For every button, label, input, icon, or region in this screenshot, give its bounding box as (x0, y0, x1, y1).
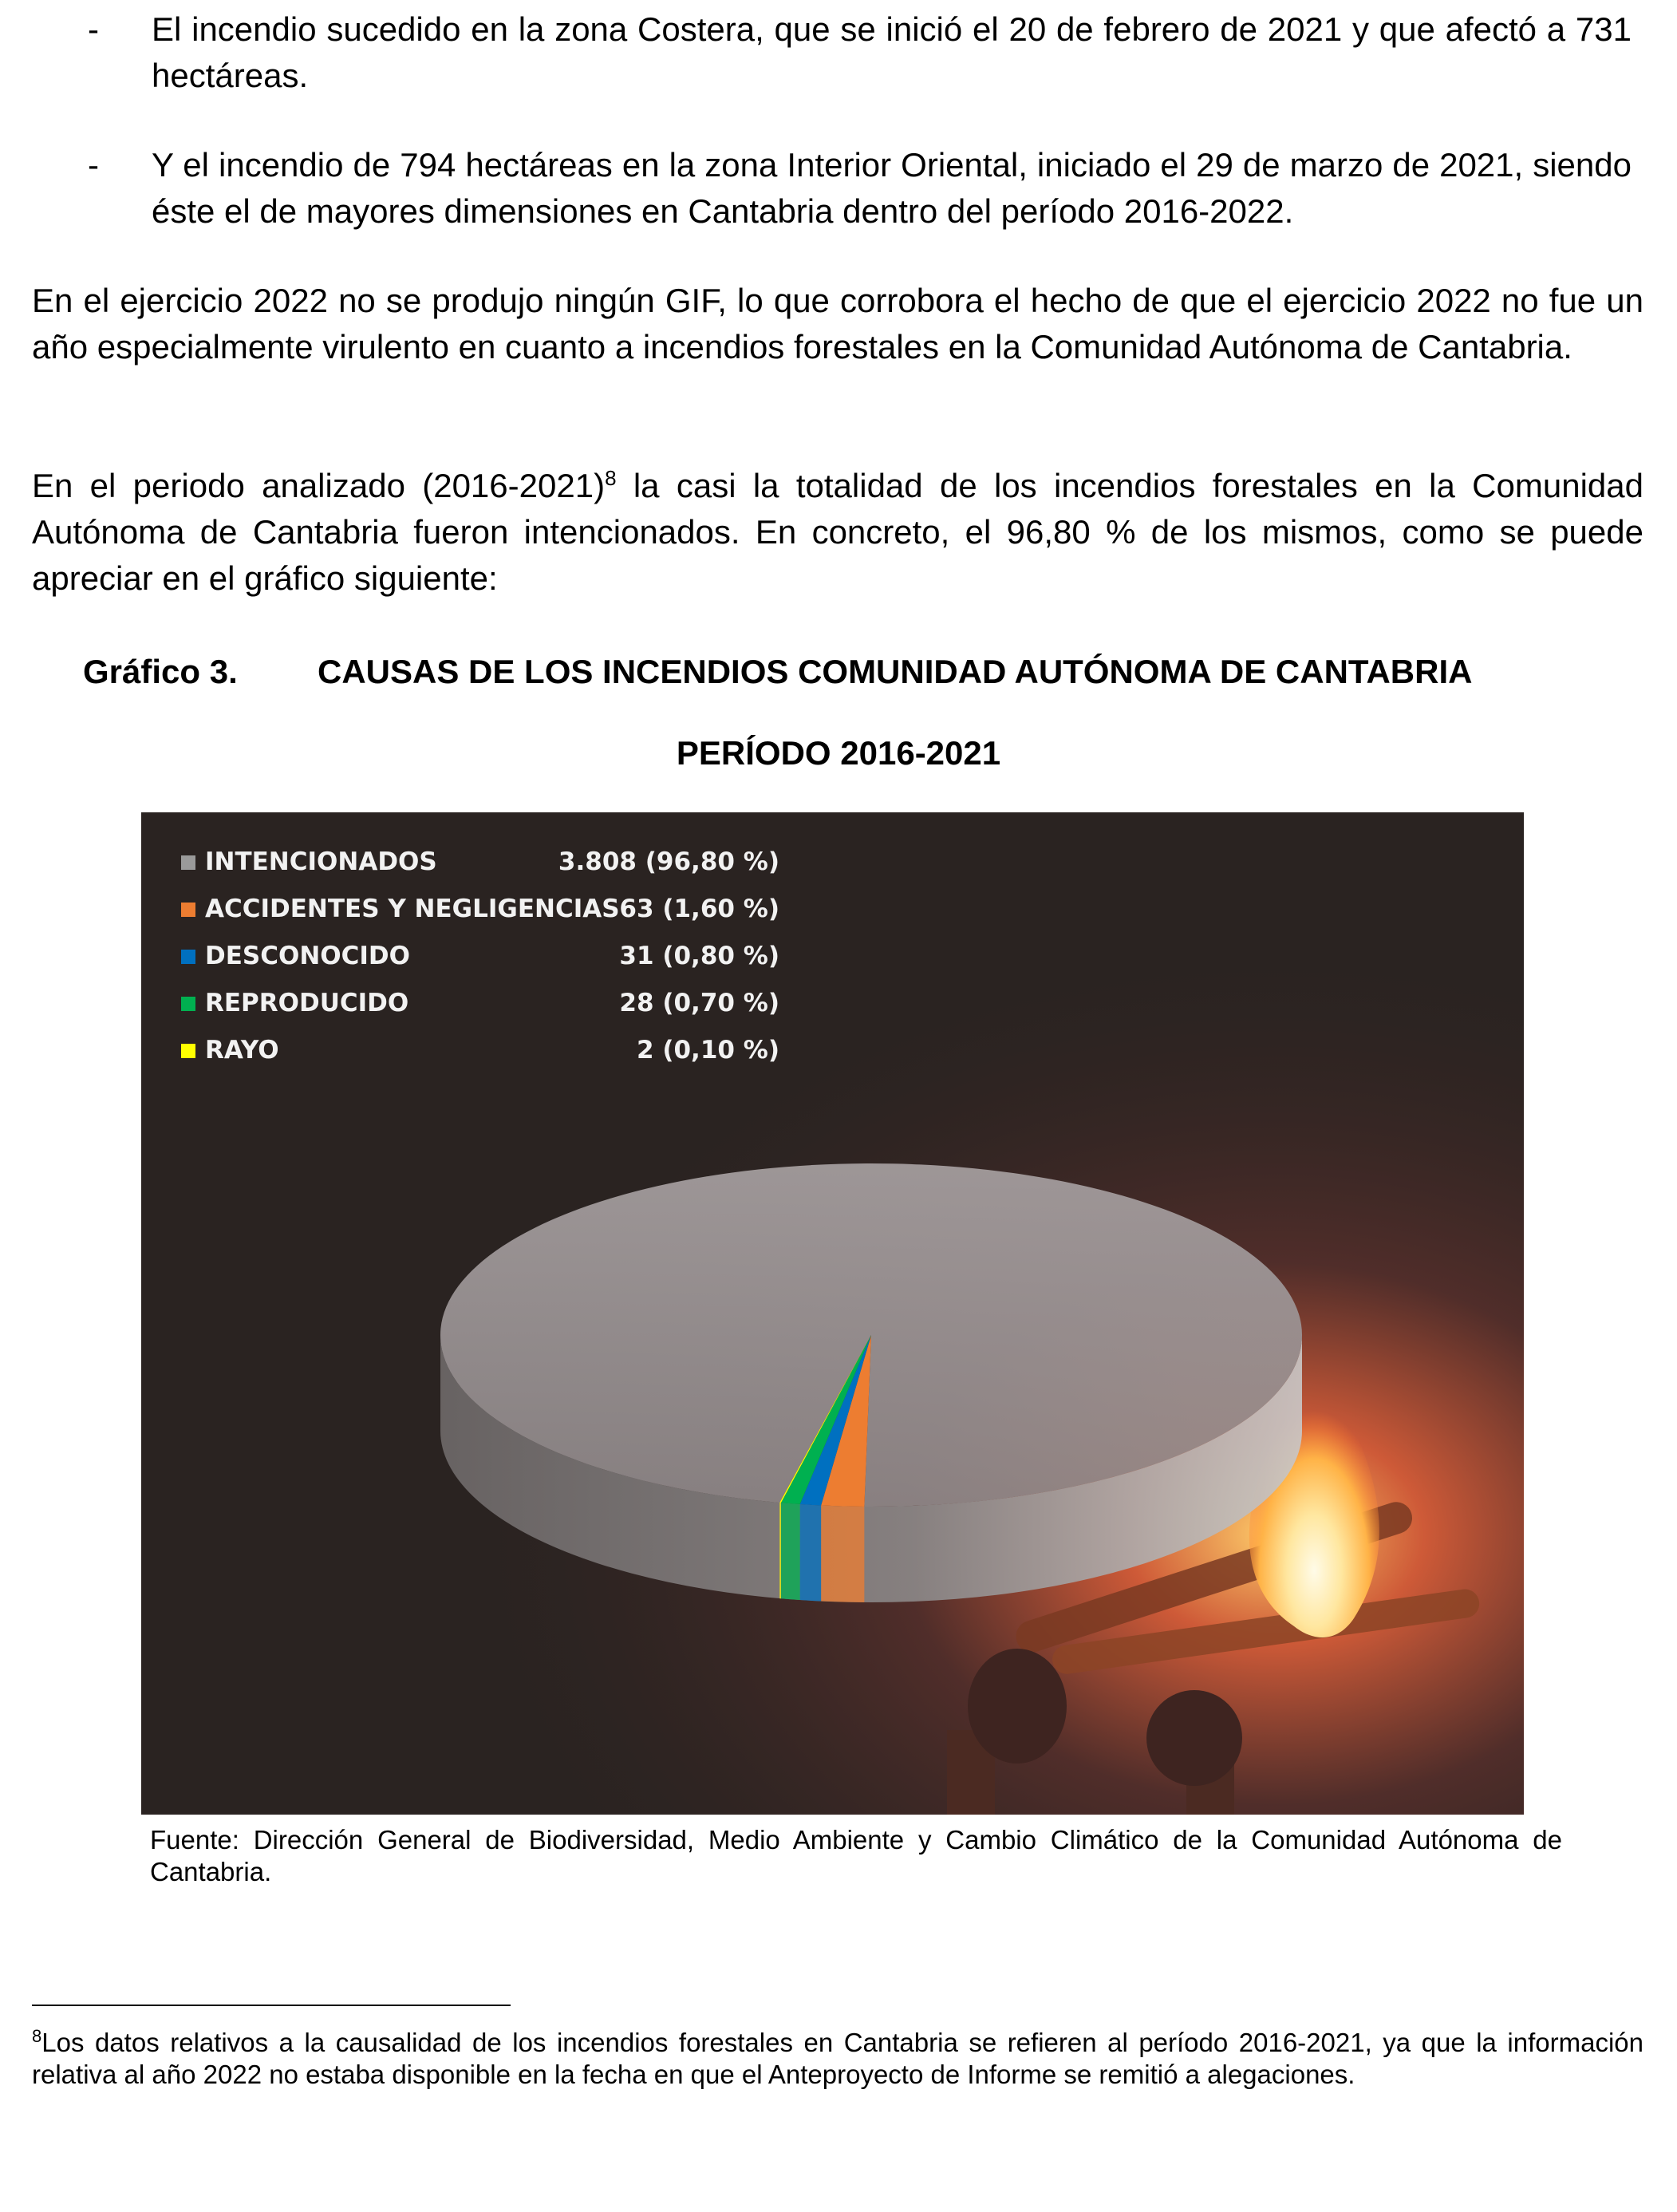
bullet-dash: - (88, 146, 99, 184)
bullet-dash: - (88, 10, 99, 48)
legend-label: INTENCIONADOS (205, 847, 437, 876)
footnote-text: Los datos relativos a la causalidad de los incendios forestales en Cantabria se refieren al período 2016-2021, ya que la información relativa al año 2022 no estaba disponible en la fecha en que el Anteproyecto de Informe se remitió a alegaciones. (32, 2028, 1643, 2089)
figure-period: PERÍODO 2016-2021 (676, 734, 1001, 772)
footnote (32, 2027, 1643, 2091)
legend-swatch (181, 950, 195, 964)
legend-label: REPRODUCIDO (205, 989, 409, 1017)
chart-figure (141, 812, 1524, 1815)
legend-label: ACCIDENTES Y NEGLIGENCIAS (205, 895, 620, 923)
legend-label: RAYO (205, 1036, 279, 1065)
footnote-number: 8 (32, 2026, 42, 2046)
source-note: Fuente: Dirección General de Biodiversidad, Medio Ambiente y Cambio Climático de la Comunidad Autónoma de Cantabria. (150, 1825, 1562, 1886)
legend-label: DESCONOCIDO (205, 942, 411, 970)
pie-slice-intencionados (440, 1163, 1302, 1507)
pie-chart (141, 812, 1524, 1815)
legend-value: 2 (0,10 %) (636, 1036, 779, 1065)
bullet-item: El incendio sucedido en la zona Costera, que se inició el 20 de febrero de 2021 y que afectó a 731 hectáreas. (152, 10, 1632, 94)
paragraph (32, 463, 1643, 602)
legend-swatch (181, 855, 195, 870)
paragraph-text: En el periodo analizado (2016-2021) (32, 467, 606, 504)
bullet-item: Y el incendio de 794 hectáreas en la zona Interior Oriental, iniciado el 29 de marzo de 2021, siendo éste el de mayores dimensiones en Cantabria dentro del período 2016-2022. (152, 146, 1632, 230)
footnote-reference[interactable]: 8 (605, 466, 617, 490)
paragraph-text: la casi la totalidad de los incendios forestales en la Comunidad Autónoma de Cantabria fueron intencionados. En concreto, el 96,80 % de los mismos, como se puede apreciar en el gráfico siguiente: (32, 467, 1643, 597)
legend-swatch (181, 1044, 195, 1058)
figure-label: Gráfico 3. (83, 653, 238, 690)
footnote-separator (32, 2005, 511, 2006)
pie-side-slice (800, 1504, 821, 1602)
paragraph: En el ejercicio 2022 no se produjo ningún GIF, lo que corrobora el hecho de que el ejercicio 2022 no fue un año especialmente virulento en cuanto a incendios forestales en la Comunidad Autónoma de Cantabria. (32, 282, 1643, 365)
legend-value: 3.808 (96,80 %) (558, 847, 779, 876)
pie-side-slice (779, 1503, 781, 1598)
pie-side-slice (821, 1506, 864, 1602)
legend-value: 31 (0,80 %) (619, 942, 779, 970)
legend-swatch (181, 997, 195, 1011)
legend-value: 63 (1,60 %) (619, 895, 779, 923)
figure-title: CAUSAS DE LOS INCENDIOS COMUNIDAD AUTÓNOMA DE CANTABRIA (318, 653, 1473, 690)
legend-value: 28 (0,70 %) (619, 989, 779, 1017)
pie-side-slice (781, 1503, 800, 1600)
legend-swatch (181, 903, 195, 917)
